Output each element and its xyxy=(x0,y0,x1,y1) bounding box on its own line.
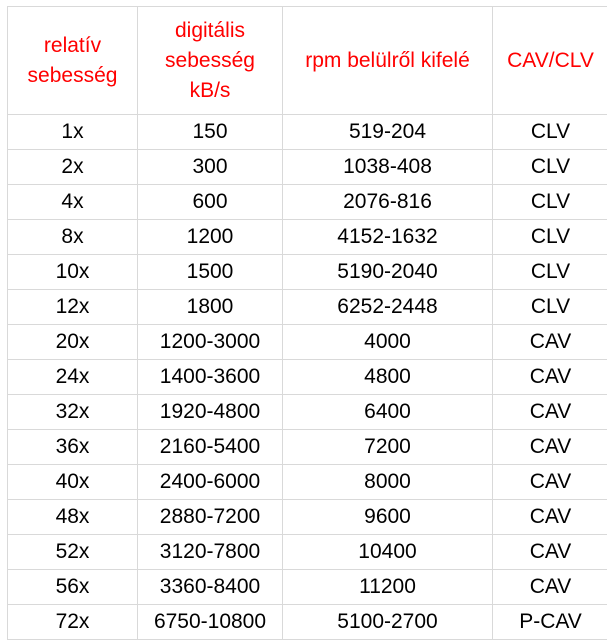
header-text-line: sebesség xyxy=(27,63,118,87)
cell-rpm[interactable]: 6252-2448 xyxy=(283,290,493,325)
table-row xyxy=(8,185,607,220)
header-text-line: CAV/CLV xyxy=(507,48,594,72)
cell-relative-speed[interactable]: 32x xyxy=(8,395,138,430)
cell-rpm[interactable]: 6400 xyxy=(283,395,493,430)
cell-relative-speed[interactable]: 20x xyxy=(8,325,138,360)
sheet-left-margin xyxy=(0,0,7,642)
cell-relative-speed[interactable]: 36x xyxy=(8,430,138,465)
cell-digital-speed[interactable]: 1400-3600 xyxy=(138,360,283,395)
cell-cav-clv[interactable]: CLV xyxy=(493,115,607,150)
cell-rpm[interactable]: 9600 xyxy=(283,500,493,535)
cell-cav-clv[interactable]: CAV xyxy=(493,360,607,395)
cell-digital-speed[interactable]: 6750-10800 xyxy=(138,605,283,640)
cell-relative-speed[interactable]: 52x xyxy=(8,535,138,570)
cell-relative-speed[interactable]: 56x xyxy=(8,570,138,605)
cell-rpm[interactable]: 7200 xyxy=(283,430,493,465)
table-row xyxy=(8,465,607,500)
header-text-line: kB/s xyxy=(189,78,231,102)
table-row xyxy=(8,360,607,395)
cd-speed-table xyxy=(7,6,607,640)
header-cell-rpm[interactable] xyxy=(283,7,493,115)
table-row xyxy=(8,150,607,185)
table-row xyxy=(8,605,607,640)
cell-rpm[interactable]: 1038-408 xyxy=(283,150,493,185)
cell-rpm[interactable]: 11200 xyxy=(283,570,493,605)
header-text-line: digitális xyxy=(174,18,246,42)
cell-digital-speed[interactable]: 1200 xyxy=(138,220,283,255)
cell-digital-speed[interactable]: 1500 xyxy=(138,255,283,290)
cell-digital-speed[interactable]: 3360-8400 xyxy=(138,570,283,605)
header-text-line: rpm belülről kifelé xyxy=(305,48,470,72)
cell-cav-clv[interactable]: CLV xyxy=(493,185,607,220)
cell-rpm[interactable]: 8000 xyxy=(283,465,493,500)
cell-digital-speed[interactable]: 2160-5400 xyxy=(138,430,283,465)
cell-relative-speed[interactable]: 48x xyxy=(8,500,138,535)
cell-rpm[interactable]: 5190-2040 xyxy=(283,255,493,290)
header-text-line: relatív xyxy=(43,33,102,57)
cell-rpm[interactable]: 10400 xyxy=(283,535,493,570)
table-row xyxy=(8,255,607,290)
cell-rpm[interactable]: 4152-1632 xyxy=(283,220,493,255)
header-text-line: sebesség xyxy=(165,48,255,72)
table-row xyxy=(8,325,607,360)
table-row xyxy=(8,395,607,430)
header-row xyxy=(8,7,607,115)
cell-digital-speed[interactable]: 3120-7800 xyxy=(138,535,283,570)
header-cell-cav-clv[interactable] xyxy=(493,7,607,115)
cell-digital-speed[interactable]: 1200-3000 xyxy=(138,325,283,360)
cell-cav-clv[interactable]: CLV xyxy=(493,150,607,185)
cell-rpm[interactable]: 4000 xyxy=(283,325,493,360)
table-row xyxy=(8,535,607,570)
cell-digital-speed[interactable]: 1920-4800 xyxy=(138,395,283,430)
table-row xyxy=(8,570,607,605)
cell-cav-clv[interactable]: CAV xyxy=(493,465,607,500)
table-row xyxy=(8,115,607,150)
cell-cav-clv[interactable]: CLV xyxy=(493,290,607,325)
cell-cav-clv[interactable]: CAV xyxy=(493,395,607,430)
cell-digital-speed[interactable]: 1800 xyxy=(138,290,283,325)
cell-relative-speed[interactable]: 40x xyxy=(8,465,138,500)
cell-cav-clv[interactable]: CAV xyxy=(493,535,607,570)
cell-relative-speed[interactable]: 10x xyxy=(8,255,138,290)
cell-relative-speed[interactable]: 8x xyxy=(8,220,138,255)
table-row xyxy=(8,430,607,465)
table-body xyxy=(8,7,607,640)
cell-relative-speed[interactable]: 4x xyxy=(8,185,138,220)
header-cell-digital-speed[interactable] xyxy=(138,7,283,115)
table-row xyxy=(8,500,607,535)
header-cell-relative-speed[interactable] xyxy=(8,7,138,115)
cell-relative-speed[interactable]: 72x xyxy=(8,605,138,640)
cell-digital-speed[interactable]: 150 xyxy=(138,115,283,150)
cell-digital-speed[interactable]: 2880-7200 xyxy=(138,500,283,535)
cell-rpm[interactable]: 4800 xyxy=(283,360,493,395)
sheet-top-margin xyxy=(0,0,607,6)
table-row xyxy=(8,220,607,255)
table-row xyxy=(8,290,607,325)
cell-cav-clv[interactable]: CAV xyxy=(493,570,607,605)
cell-rpm[interactable]: 2076-816 xyxy=(283,185,493,220)
cell-cav-clv[interactable]: CAV xyxy=(493,430,607,465)
cell-relative-speed[interactable]: 1x xyxy=(8,115,138,150)
cell-cav-clv[interactable]: CLV xyxy=(493,255,607,290)
cell-relative-speed[interactable]: 2x xyxy=(8,150,138,185)
cell-relative-speed[interactable]: 24x xyxy=(8,360,138,395)
cell-relative-speed[interactable]: 12x xyxy=(8,290,138,325)
cell-cav-clv[interactable]: CAV xyxy=(493,500,607,535)
cell-cav-clv[interactable]: CAV xyxy=(493,325,607,360)
cell-digital-speed[interactable]: 300 xyxy=(138,150,283,185)
cell-rpm[interactable]: 519-204 xyxy=(283,115,493,150)
cell-cav-clv[interactable]: P-CAV xyxy=(493,605,607,640)
cell-digital-speed[interactable]: 600 xyxy=(138,185,283,220)
cell-rpm[interactable]: 5100-2700 xyxy=(283,605,493,640)
cell-digital-speed[interactable]: 2400-6000 xyxy=(138,465,283,500)
cell-cav-clv[interactable]: CLV xyxy=(493,220,607,255)
